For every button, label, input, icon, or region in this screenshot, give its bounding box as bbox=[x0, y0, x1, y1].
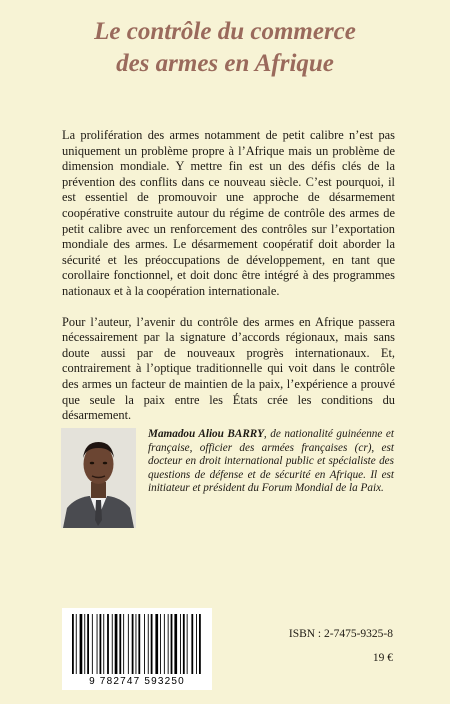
title-line-1: Le contrôle du commerce bbox=[94, 18, 356, 45]
author-bio bbox=[148, 428, 394, 496]
barcode-digits: 9 782747 593250 bbox=[89, 676, 185, 687]
summary-paragraph-1: La prolifération des armes notamment de petit calibre n’est pas uniquement un problème propre à l’Afrique mais un problème de dimension mondiale. Y mettre fin est un des défis clés de la prévention des conflits dans ce nouveau siècle. C’est pourquoi, il est essentiel de promouvoir une approche de désarmement coopérative construite autour du régime de contrôle des armes de petit calibre avec un renforcement des contrôles sur l’exportation mondiale des armes. Le désarmement coopératif doit aborder la sécurité et les préoccupations de développement, en tant que corollaire fonctionnel, et doit donc être intégré à des programmes nationaux et à la coopération internationale. bbox=[62, 128, 395, 298]
barcode-icon bbox=[70, 614, 204, 676]
author-portrait-icon bbox=[61, 428, 136, 528]
barcode bbox=[62, 608, 212, 690]
price: 19 € bbox=[372, 652, 393, 664]
summary-paragraph-2: Pour l’auteur, l’avenir du contrôle des armes en Afrique passera nécessairement par la signature d’accords régionaux, mais sans doute aussi par de nouveaux progrès internationaux. Et, contrairement à l’optique traditionnelle qui voit dans le contrôle des armes un facteur de maintien de la paix, l’expérience a prouvé que seule la paix entre les États crée les conditions du désarmement. bbox=[62, 314, 395, 423]
author-bio-text: , de nationalité guinéenne et française, officier des armées françaises (cr), est docteur en droit international public et spécialiste des questions de défense et de sécurité en Afrique. Il est initiateur et président du Forum Mondial de la Paix. bbox=[148, 428, 394, 495]
back-cover-summary bbox=[62, 128, 395, 439]
isbn: ISBN : 2-7475-9325-8 bbox=[288, 628, 393, 640]
author-name: Mamadou Aliou BARRY bbox=[148, 428, 264, 440]
title-line-2: des armes en Afrique bbox=[116, 50, 334, 77]
book-title bbox=[0, 16, 450, 80]
author-photo bbox=[61, 428, 136, 528]
